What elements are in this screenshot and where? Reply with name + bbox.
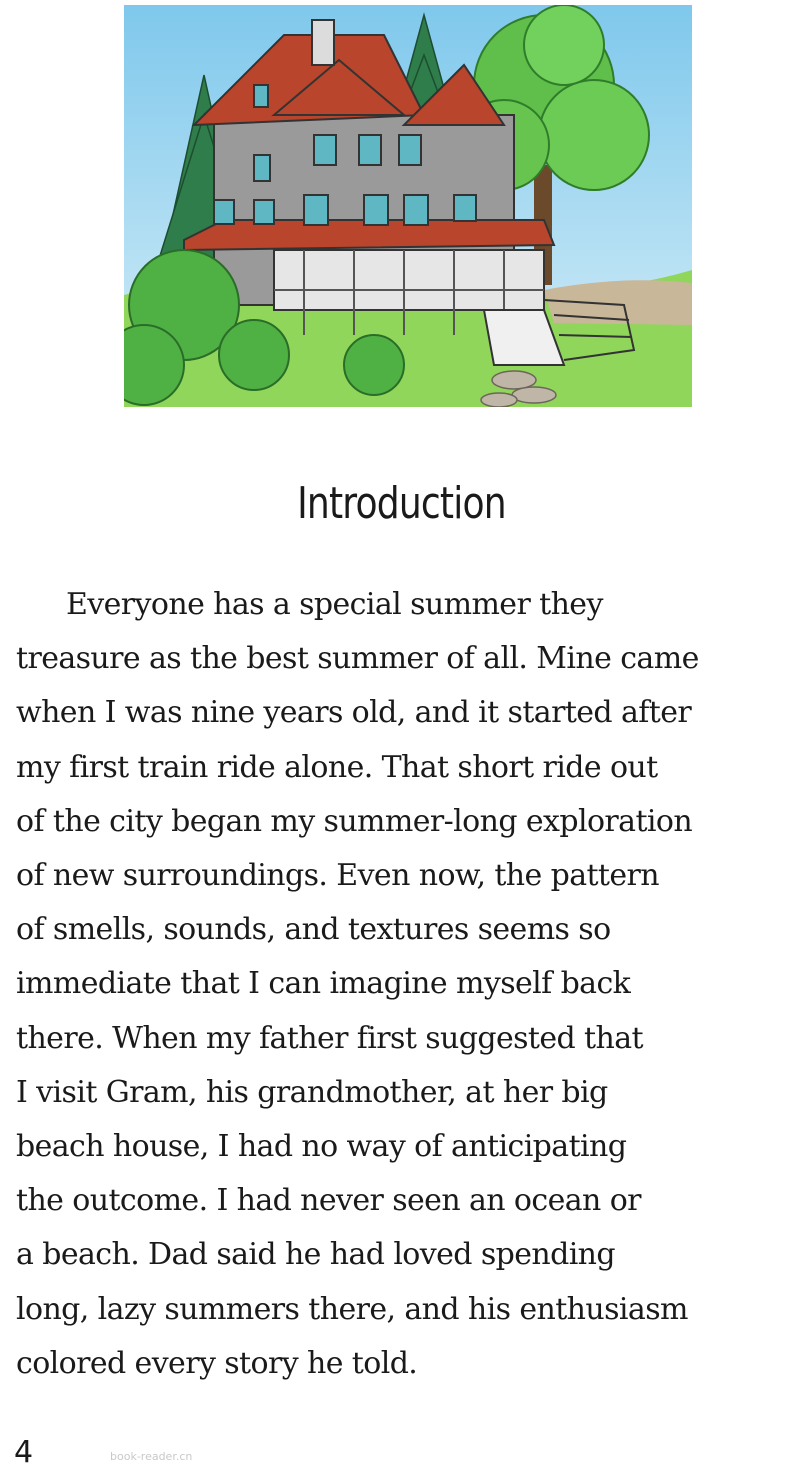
paragraph-line: a beach. Dad said he had loved spending	[16, 1237, 616, 1273]
house-illustration-drawing	[124, 5, 692, 407]
paragraph-line: treasure as the best summer of all. Mine came	[16, 641, 699, 677]
paragraph-line: of smells, sounds, and textures seems so	[16, 912, 611, 948]
paragraph-line: colored every story he told.	[16, 1345, 418, 1381]
page-number: 4	[14, 1435, 34, 1470]
paragraph-line: there. When my father first suggested that	[16, 1020, 643, 1056]
paragraph-line: of the city began my summer-long exploration	[16, 803, 693, 839]
intro-paragraph	[16, 578, 796, 1391]
paragraph-line: the outcome. I had never seen an ocean or	[16, 1183, 641, 1219]
paragraph-line: immediate that I can imagine myself back	[16, 966, 631, 1002]
paragraph-line: long, lazy summers there, and his enthusiasm	[16, 1291, 688, 1327]
house-illustration	[124, 5, 692, 407]
paragraph-line: I visit Gram, his grandmother, at her big	[16, 1074, 608, 1110]
page-title: Introduction	[297, 478, 506, 529]
paragraph-line: beach house, I had no way of anticipating	[16, 1129, 627, 1165]
watermark: book-reader.cn	[110, 1450, 193, 1463]
paragraph-line: my first train ride alone. That short ride out	[16, 749, 658, 785]
paragraph-line: Everyone has a special summer they	[66, 587, 603, 622]
paragraph-line: of new surroundings. Even now, the pattern	[16, 858, 660, 894]
paragraph-line: when I was nine years old, and it started after	[16, 695, 692, 731]
